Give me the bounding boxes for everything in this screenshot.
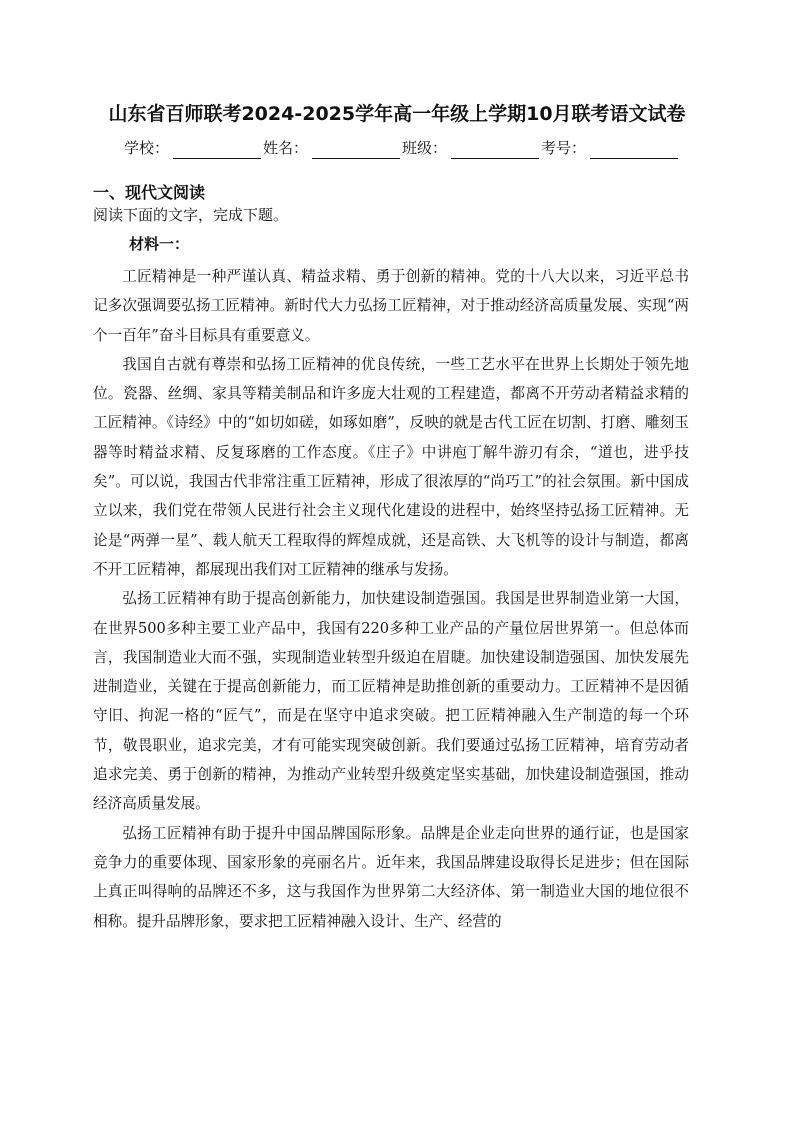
section-heading: 一、现代文阅读 (93, 183, 206, 202)
class-blank[interactable] (451, 140, 539, 159)
exam-number-blank[interactable] (590, 140, 678, 159)
material-body (93, 262, 689, 936)
exam-title: 山东省百师联考2024-2025学年高一年级上学期10月联考语文试卷 (108, 103, 686, 125)
school-label: 学校： (124, 139, 170, 157)
reading-instruction: 阅读下面的文字，完成下题。 (93, 206, 289, 224)
paragraph: 弘扬工匠精神有助于提高创新能力，加快建设制造强国。我国是世界制造业第一大国，在世界500多种主要工业产品中，我国有220多种工业产品的产量位居世界第一。但总体而言，我国制造业大而不强，实现制造业转型升级迫在眉睫。加快建设制造强国、加快发展先进制造业，关键在于提高创新能力，而工匠精神是助推创新的重要动力。工匠精神不是因循守旧、拘泥一格的“匠气”，而是在坚守中追求突破。把工匠精神融入生产制造的每一个环节，敬畏职业，追求完美，才有可能实现突破创新。我们要通过弘扬工匠精神，培育劳动者追求完美、勇于创新的精神，为推动产业转型升级奠定坚实基础，加快建设制造强国，推动经济高质量发展。 (93, 590, 689, 813)
name-field (263, 137, 402, 159)
class-field (402, 137, 541, 159)
exam-number-field (541, 137, 680, 159)
paragraph: 弘扬工匠精神有助于提升中国品牌国际形象。品牌是企业走向世界的通行证，也是国家竞争力的重要体现、国家形象的亮丽名片。近年来，我国品牌建设取得长足进步；但在国际上真正叫得响的品牌还不多，这与我国作为世界第二大经济体、第一制造业大国的地位很不相称。提升品牌形象，要求把工匠精神融入设计、生产、经营的 (93, 824, 689, 930)
paragraph: 工匠精神是一种严谨认真、精益求精、勇于创新的精神。党的十八大以来，习近平总书记多次强调要弘扬工匠精神。新时代大力弘扬工匠精神，对于推动经济高质量发展、实现“两个一百年”奋斗目标具有重要意义。 (93, 268, 689, 344)
name-label: 姓名： (263, 139, 309, 157)
school-field (124, 137, 263, 159)
material-label: 材料一： (129, 235, 190, 253)
student-info-line (124, 135, 684, 159)
class-label: 班级： (402, 139, 448, 157)
school-blank[interactable] (173, 140, 261, 159)
name-blank[interactable] (312, 140, 400, 159)
paragraph: 我国自古就有尊崇和弘扬工匠精神的优良传统，一些工艺水平在世界上长期处于领先地位。瓷器、丝绸、家具等精美制品和许多庞大壮观的工程建造，都离不开劳动者精益求精的工匠精神。《诗经》中的“如切如磋，如琢如磨”，反映的就是古代工匠在切割、打磨、雕刻玉器等时精益求精、反复琢磨的工作态度。《庄子》中讲庖丁解牛游刃有余，“道也，进乎技矣”。可以说，我国古代非常注重工匠精神，形成了很浓厚的“尚巧工”的社会氛围。新中国成立以来，我们党在带领人民进行社会主义现代化建设的进程中，始终坚持弘扬工匠精神。无论是“两弹一星”、载人航天工程取得的辉煌成就，还是高铁、大飞机等的设计与制造，都离不开工匠精神，都展现出我们对工匠精神的继承与发扬。 (93, 355, 689, 578)
exam-number-label: 考号： (541, 139, 587, 157)
